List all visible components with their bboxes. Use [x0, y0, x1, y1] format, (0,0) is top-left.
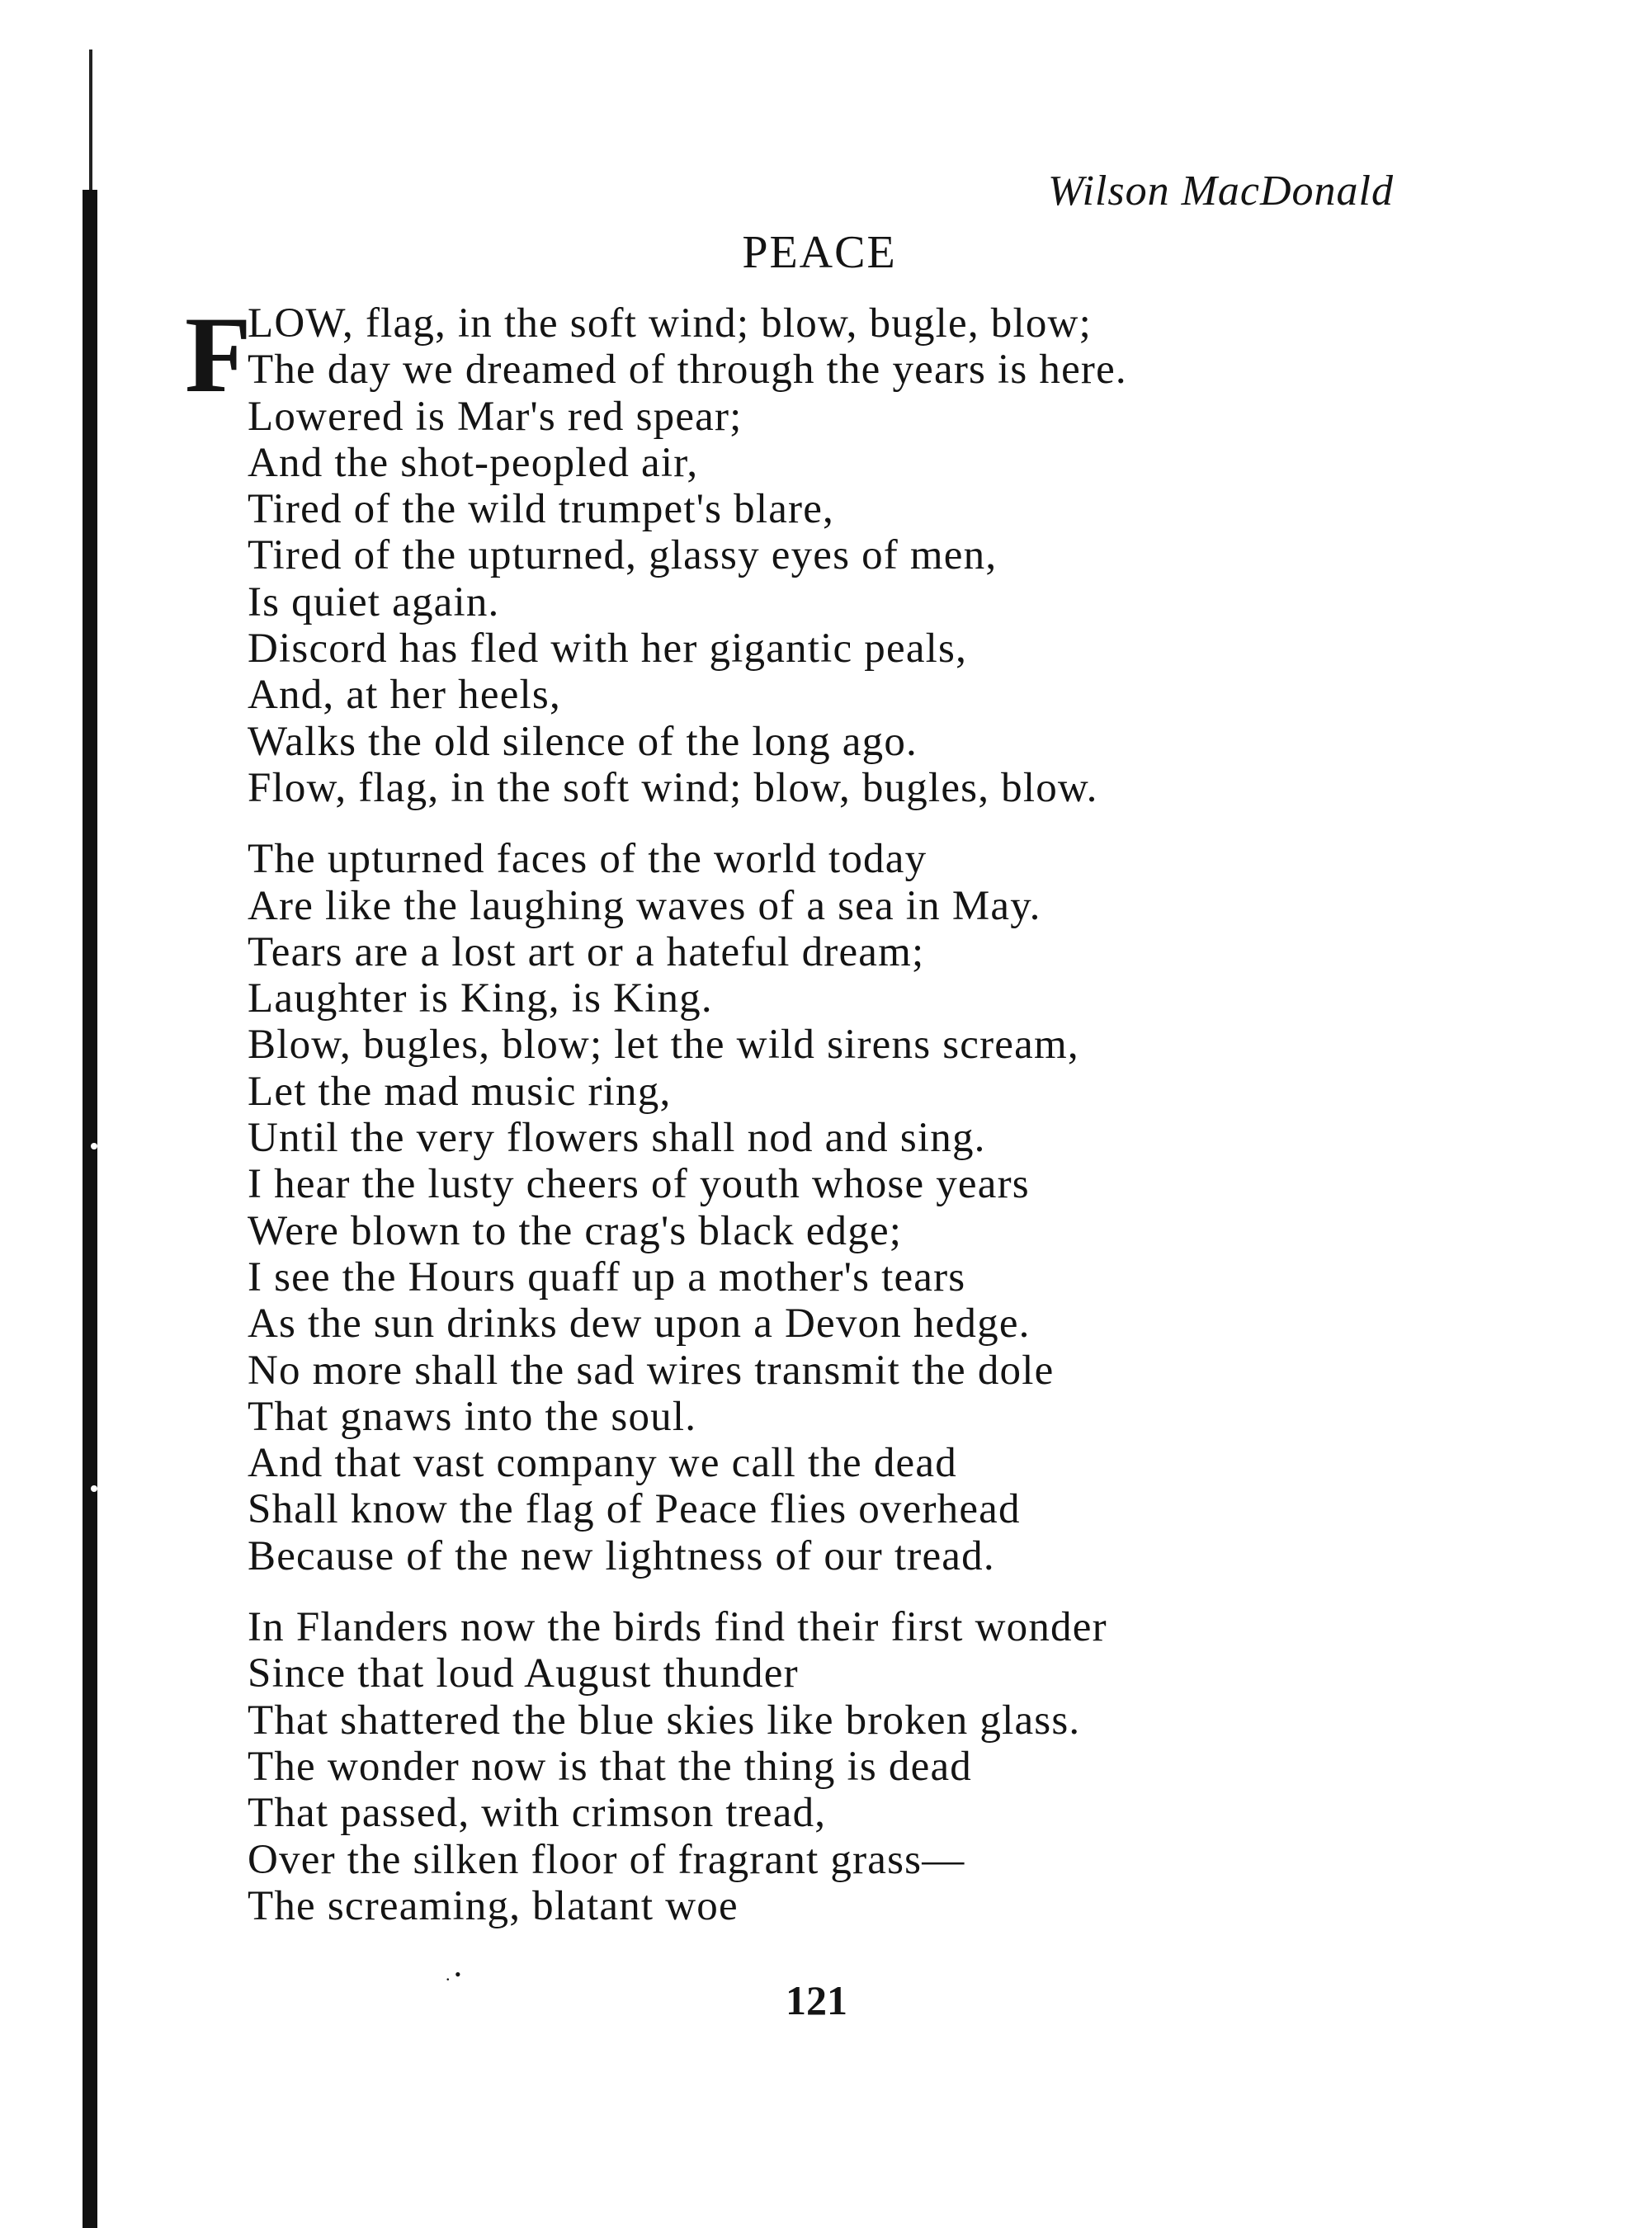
poem-line: LOW, flag, in the soft wind; blow, bugle, blow;	[248, 300, 1092, 347]
poem-line: As the sun drinks dew upon a Devon hedge.	[248, 1300, 1031, 1348]
stanza-3	[248, 1604, 1403, 1929]
poem-line: That passed, with crimson tread,	[248, 1790, 827, 1837]
poem-line: Because of the new lightness of our tread.	[248, 1532, 995, 1579]
print-specks: . •	[446, 1964, 461, 1985]
poem-line: Blow, bugles, blow; let the wild sirens scream,	[248, 1022, 1079, 1069]
poem-line: Tired of the wild trumpet's blare,	[248, 486, 834, 533]
poem-line: Tears are a lost art or a hateful dream;	[248, 928, 925, 975]
poem-line: Since that loud August thunder	[248, 1650, 799, 1697]
poem-line: Discord has fled with her gigantic peals,	[248, 625, 968, 673]
page-binding-edge-top	[89, 50, 92, 190]
poem-line: And that vast company we call the dead	[248, 1440, 957, 1487]
poem-line: Were blown to the crag's black edge;	[248, 1207, 903, 1254]
stanza-2	[248, 836, 1403, 1579]
poem-line: The screaming, blatant woe	[248, 1882, 739, 1929]
stanza-1	[248, 300, 1403, 811]
poem-line: And, at her heels,	[248, 672, 561, 719]
poem-line: Laughter is King, is King.	[248, 975, 713, 1022]
binding-speck	[91, 1485, 97, 1492]
poem-line: Tired of the upturned, glassy eyes of men,	[248, 532, 998, 579]
poem-line: Are like the laughing waves of a sea in May.	[248, 882, 1041, 929]
poem-line: Until the very flowers shall nod and sing.	[248, 1115, 986, 1162]
poem-line: The wonder now is that the thing is dead	[248, 1743, 972, 1790]
poem-line: Is quiet again.	[248, 578, 500, 625]
poem-line: That shattered the blue skies like broken glass.	[248, 1697, 1081, 1744]
poem-line: The day we dreamed of through the years is here.	[248, 347, 1127, 394]
poem-line: In Flanders now the birds find their first wonder	[248, 1604, 1107, 1651]
poem-line: The upturned faces of the world today	[248, 836, 927, 883]
poem-body	[248, 300, 1403, 1954]
poem-line: And the shot-peopled air,	[248, 439, 699, 486]
binding-speck	[91, 1143, 97, 1149]
poem-line: Let the mad music ring,	[248, 1068, 672, 1115]
poem-line: Walks the old silence of the long ago.	[248, 718, 918, 765]
poem-line: I hear the lusty cheers of youth whose years	[248, 1161, 1030, 1208]
author-name: Wilson MacDonald	[1048, 168, 1394, 215]
poem-line: That gnaws into the soul.	[248, 1393, 697, 1440]
poem-line: Flow, flag, in the soft wind; blow, bugles, blow.	[248, 764, 1098, 811]
page-binding-edge	[83, 190, 97, 2228]
poem-title: PEACE	[742, 227, 897, 278]
poem-line: Shall know the flag of Peace flies overhead	[248, 1486, 1021, 1533]
drop-cap: F	[185, 294, 252, 415]
poem-line: No more shall the sad wires transmit the dole	[248, 1347, 1055, 1394]
poem-line: Lowered is Mar's red spear;	[248, 393, 743, 440]
page-number: 121	[786, 1977, 847, 2023]
poem-line: Over the silken floor of fragrant grass—	[248, 1836, 965, 1883]
poem-line: I see the Hours quaff up a mother's tears	[248, 1253, 966, 1300]
